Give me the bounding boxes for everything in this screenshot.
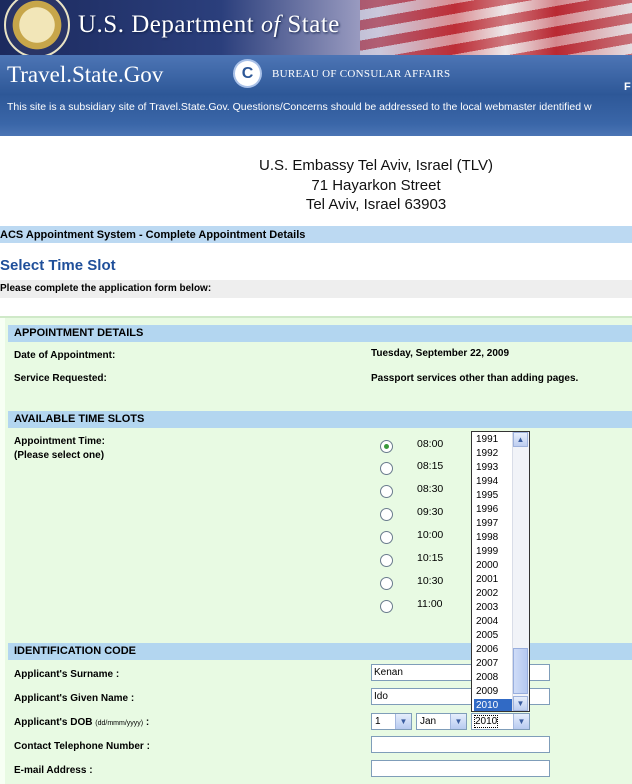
year-option[interactable]: 1999	[476, 546, 499, 557]
appointment-details-heading: APPOINTMENT DETAILS	[14, 327, 144, 339]
year-option[interactable]: 1992	[476, 448, 499, 459]
embassy-name: U.S. Embassy Tel Aviv, Israel (TLV)	[259, 157, 493, 174]
page-title: Select Time Slot	[0, 257, 116, 274]
header-edge-letter: F	[624, 81, 631, 93]
phone-input[interactable]	[371, 736, 550, 753]
year-option[interactable]: 2008	[476, 672, 499, 683]
time-slots-heading: AVAILABLE TIME SLOTS	[14, 413, 145, 425]
year-option[interactable]: 2007	[476, 658, 499, 669]
year-option[interactable]: 2002	[476, 588, 499, 599]
instruction-text: Please complete the application form below:	[0, 283, 212, 294]
time-slot-label[interactable]: 10:00	[417, 529, 444, 541]
appointment-time-sublabel: (Please select one)	[14, 450, 105, 461]
year-option[interactable]: 2001	[476, 574, 499, 585]
dob-label: Applicant's DOB (dd/mmm/yyyy) :	[14, 717, 150, 728]
year-option[interactable]: 1995	[476, 490, 499, 501]
chevron-down-icon[interactable]: ▼	[395, 714, 411, 729]
subsidiary-notice: This site is a subsidiary site of Travel.State.Gov. Questions/Concerns should be addressed to the local webmaster identified w	[7, 101, 592, 113]
time-slot-radio[interactable]	[380, 531, 393, 544]
time-slot-label[interactable]: 08:15	[417, 460, 444, 472]
year-option[interactable]: 2009	[476, 686, 499, 697]
year-option[interactable]: 2010	[474, 699, 514, 712]
time-slot-radio[interactable]	[380, 485, 393, 498]
time-slot-label[interactable]: 08:00	[417, 438, 444, 450]
year-option[interactable]: 1991	[476, 434, 499, 445]
form-area	[0, 318, 632, 784]
email-input[interactable]	[371, 760, 550, 777]
time-slot-label[interactable]: 10:15	[417, 552, 444, 564]
year-option[interactable]: 2004	[476, 616, 499, 627]
chevron-down-icon[interactable]: ▼	[513, 714, 529, 729]
embassy-street: 71 Hayarkon Street	[311, 177, 441, 194]
given-name-label: Applicant's Given Name :	[14, 693, 135, 704]
chevron-down-icon[interactable]: ▼	[450, 714, 466, 729]
travel-state-gov-logo[interactable]: Travel.State.Gov	[7, 62, 164, 87]
given-name-input[interactable]: Ido	[371, 688, 550, 705]
phone-label: Contact Telephone Number :	[14, 741, 150, 752]
scroll-down-icon[interactable]: ▼	[513, 696, 528, 711]
year-option[interactable]: 1998	[476, 532, 499, 543]
time-slot-radio[interactable]	[380, 554, 393, 567]
surname-input[interactable]: Kenan	[371, 664, 550, 681]
consular-c-icon: C	[235, 61, 260, 86]
surname-label: Applicant's Surname :	[14, 669, 120, 680]
service-requested-value: Passport services other than adding pages.	[371, 373, 579, 384]
time-slot-radio[interactable]	[380, 600, 393, 613]
department-title[interactable]: U.S. Department of State	[78, 11, 340, 38]
scrollbar-thumb[interactable]	[513, 648, 528, 694]
year-dropdown-list[interactable]	[471, 431, 530, 712]
year-option[interactable]: 1997	[476, 518, 499, 529]
date-of-appointment-value: Tuesday, September 22, 2009	[371, 348, 510, 359]
form-left-border	[0, 318, 5, 784]
dob-format-hint: (dd/mmm/yyyy)	[95, 720, 144, 727]
bureau-title: BUREAU OF CONSULAR AFFAIRS	[272, 68, 451, 80]
time-slot-radio[interactable]	[380, 508, 393, 521]
dob-month-select[interactable]: Jan ▼	[416, 713, 467, 730]
time-slot-radio[interactable]	[380, 462, 393, 475]
year-option[interactable]: 2006	[476, 644, 499, 655]
year-option[interactable]: 2003	[476, 602, 499, 613]
year-option[interactable]: 1994	[476, 476, 499, 487]
flag-decoration	[360, 0, 632, 55]
service-requested-label: Service Requested:	[14, 373, 107, 384]
time-slot-radio[interactable]	[380, 440, 393, 453]
scroll-up-icon[interactable]: ▲	[513, 432, 528, 447]
year-option[interactable]: 1996	[476, 504, 499, 515]
dob-year-select[interactable]: 2010 ▼	[471, 713, 530, 730]
year-option[interactable]: 2005	[476, 630, 499, 641]
email-label: E-mail Address :	[14, 765, 93, 776]
embassy-city: Tel Aviv, Israel 63903	[305, 196, 447, 213]
time-slot-radio[interactable]	[380, 577, 393, 590]
date-of-appointment-label: Date of Appointment:	[14, 350, 116, 361]
system-bar-title: ACS Appointment System - Complete Appointment Details	[0, 229, 306, 241]
identification-heading: IDENTIFICATION CODE	[14, 645, 137, 657]
dropdown-scrollbar[interactable]	[512, 432, 529, 711]
time-slot-label[interactable]: 08:30	[417, 483, 444, 495]
appointment-time-label: Appointment Time:	[14, 436, 105, 447]
year-option[interactable]: 2000	[476, 560, 499, 571]
time-slot-label[interactable]: 09:30	[417, 506, 444, 518]
time-slot-label[interactable]: 11:00	[417, 598, 443, 610]
year-option[interactable]: 1993	[476, 462, 499, 473]
dob-day-select[interactable]: 1 ▼	[371, 713, 412, 730]
time-slot-label[interactable]: 10:30	[417, 575, 444, 587]
